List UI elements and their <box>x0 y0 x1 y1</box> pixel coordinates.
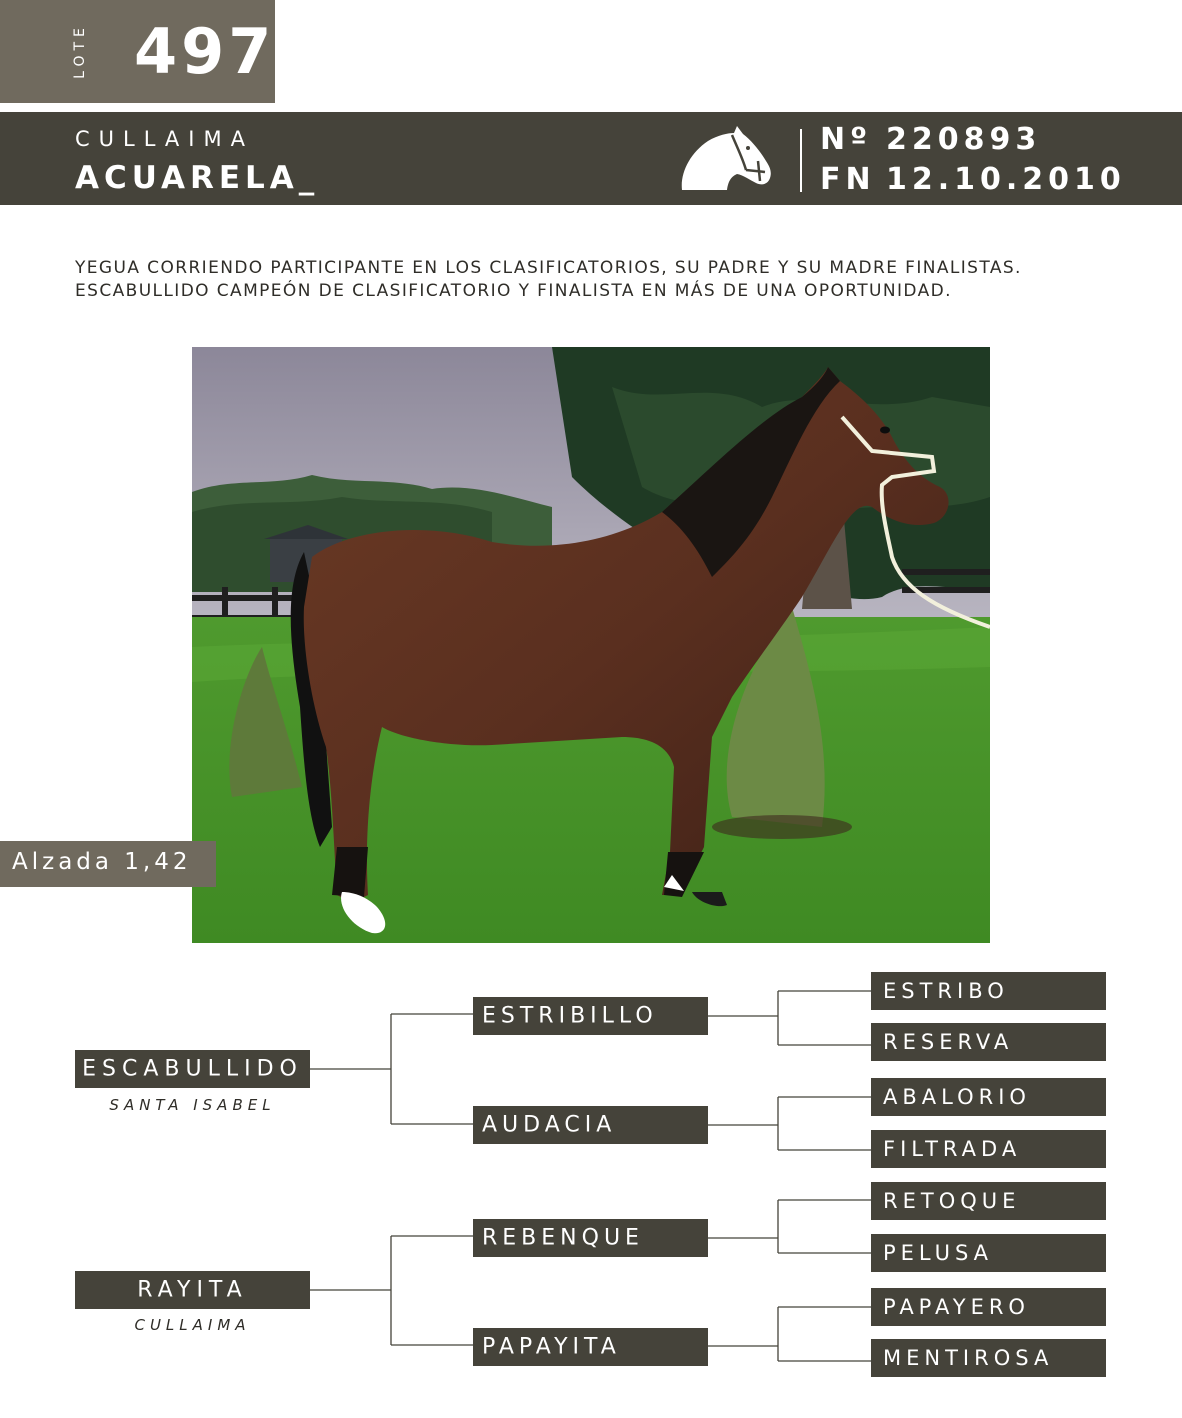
great-grandparent-name: RETOQUE <box>883 1189 1021 1213</box>
great-grandparent-box <box>871 1339 1106 1377</box>
great-grandparent-name: ABALORIO <box>883 1085 1031 1109</box>
horse-photo <box>192 347 990 943</box>
pedigree-granddam-box <box>473 1328 708 1366</box>
great-grandparent-box <box>871 972 1106 1010</box>
pedigree-grandsire-box <box>473 1219 708 1257</box>
description-line: ESCABULLIDO CAMPEÓN DE CLASIFICATORIO Y FINALISTA EN MÁS DE UNA OPORTUNIDAD. <box>75 281 952 301</box>
registration-label: Nº <box>820 122 873 157</box>
dam-name-box <box>75 1271 310 1309</box>
great-grandparent-box <box>871 1234 1106 1272</box>
great-grandparent-name: PAPAYERO <box>883 1295 1030 1319</box>
description <box>75 257 1125 303</box>
great-grandparent-name: PELUSA <box>883 1241 994 1265</box>
header-divider <box>800 129 802 192</box>
registration-number: 220893 <box>886 122 1042 157</box>
height-badge <box>0 841 216 887</box>
sire-name-box <box>75 1050 310 1088</box>
registration-line <box>820 122 1041 157</box>
description-line: YEGUA CORRIENDO PARTICIPANTE EN LOS CLASIFICATORIOS, SU PADRE Y SU MADRE FINALISTAS. <box>75 258 1022 278</box>
great-grandparent-name: ESTRIBO <box>883 979 1009 1003</box>
pedigree-grandsire: ESTRIBILLO <box>482 1003 658 1029</box>
breeder-name: CULLAIMA <box>75 127 254 151</box>
pedigree-grandsire-box <box>473 997 708 1035</box>
great-grandparent-box <box>871 1023 1106 1061</box>
height-label: Alzada 1,42 <box>12 849 192 875</box>
great-grandparent-name: FILTRADA <box>883 1137 1022 1161</box>
great-grandparent-box <box>871 1288 1106 1326</box>
horse-name: ACUARELA_ <box>75 160 320 196</box>
dam-breeder: CULLAIMA <box>134 1316 251 1334</box>
pedigree-granddam: PAPAYITA <box>482 1334 621 1360</box>
birth-date-line <box>820 162 1126 197</box>
lot-number: 497 <box>134 15 276 88</box>
great-grandparent-name: MENTIROSA <box>883 1346 1054 1370</box>
sire-breeder: SANTA ISABEL <box>109 1096 276 1114</box>
lot-label: LOTE <box>72 23 88 79</box>
great-grandparent-name: RESERVA <box>883 1030 1014 1054</box>
dam-name: RAYITA <box>137 1277 248 1303</box>
great-grandparent-box <box>871 1130 1106 1168</box>
lot-badge <box>0 0 275 103</box>
birth-date: 12.10.2010 <box>886 162 1126 197</box>
great-grandparent-box <box>871 1182 1106 1220</box>
pedigree-granddam: AUDACIA <box>482 1112 617 1138</box>
pedigree-grandsire: REBENQUE <box>482 1225 644 1251</box>
great-grandparent-box <box>871 1078 1106 1116</box>
sire-name: ESCABULLIDO <box>82 1056 303 1082</box>
pedigree-granddam-box <box>473 1106 708 1144</box>
birth-date-label: FN <box>820 162 876 197</box>
horse-head-icon <box>680 125 772 193</box>
